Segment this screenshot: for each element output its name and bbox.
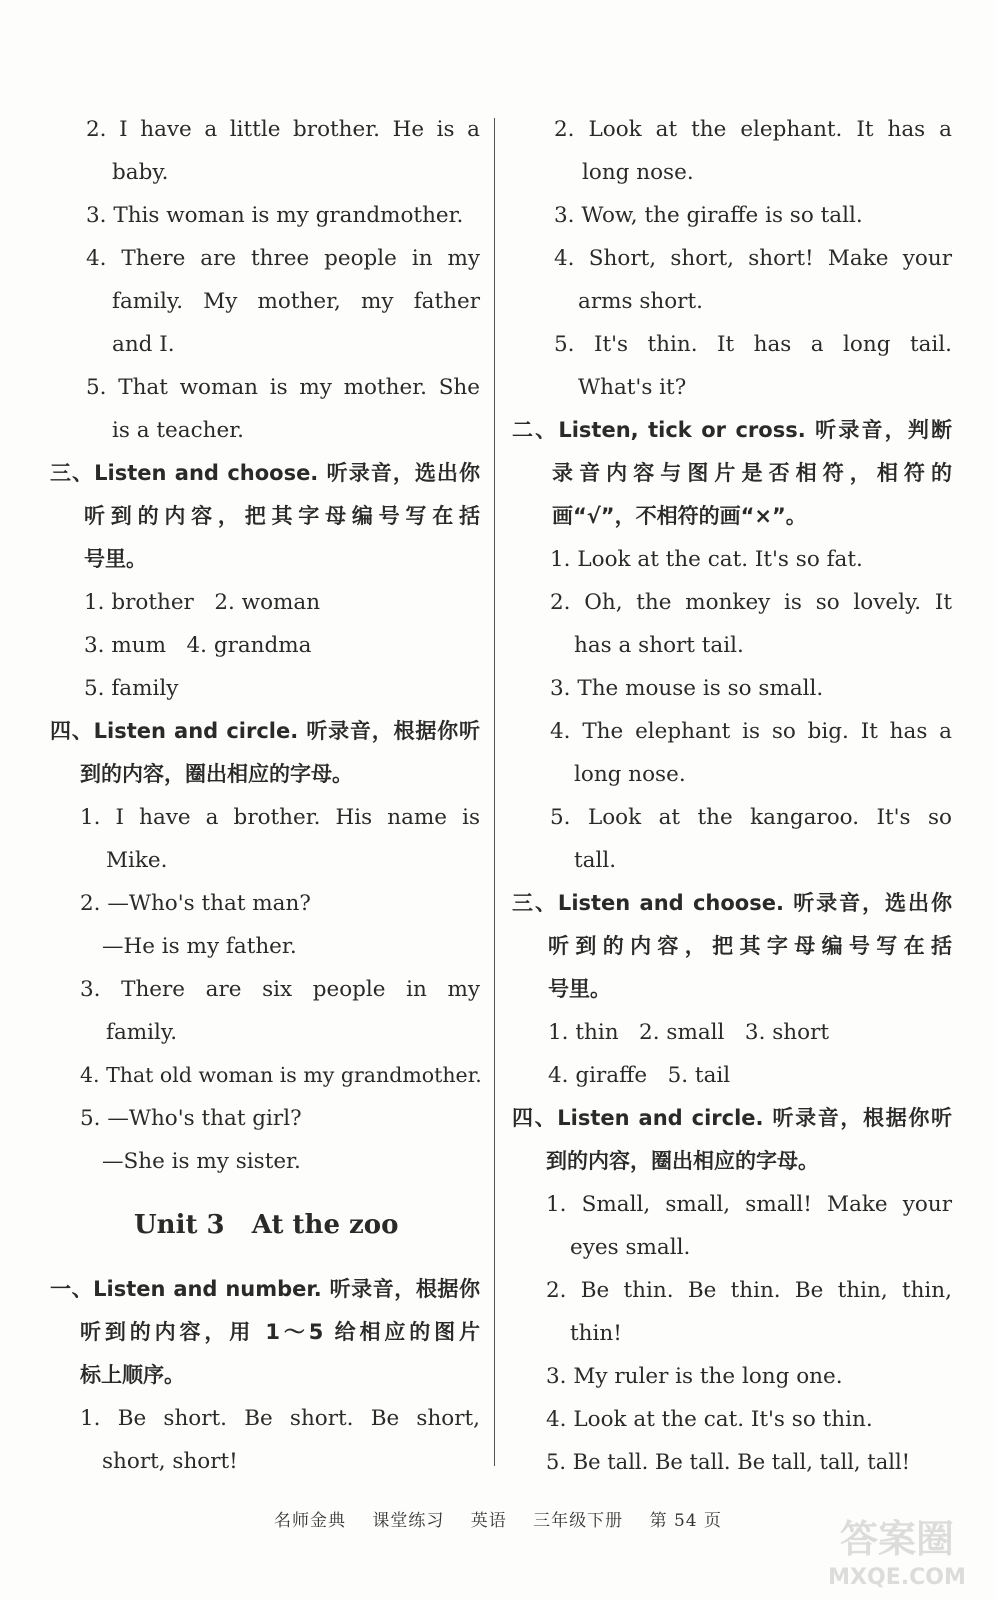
section-heading: 号里。	[548, 977, 611, 1001]
column-divider	[494, 118, 495, 1466]
text-line: 5. It's thin. It has a long tail.	[554, 332, 952, 357]
text-line: —He is my father.	[102, 934, 297, 959]
text-line: Mike.	[106, 848, 168, 873]
section-heading: 听到的内容，用 1～5 给相应的图片	[80, 1320, 480, 1344]
text-line: eyes small.	[570, 1235, 691, 1260]
text-line: 2. Look at the elephant. It has a	[554, 117, 952, 142]
text-line: 4. Short, short, short! Make your	[554, 246, 952, 271]
section-heading: 听到的内容，把其字母编号写在括	[548, 934, 952, 958]
section-heading: 录音内容与图片是否相符，相符的	[552, 461, 952, 485]
footer-grade: 三年级下册	[533, 1511, 624, 1531]
text-line: 5. Look at the kangaroo. It's so	[550, 805, 952, 830]
text-line: 4. giraffe 5. tail	[548, 1063, 731, 1088]
text-line: 2. I have a little brother. He is a	[86, 117, 480, 142]
right-column	[512, 108, 952, 1484]
text-line: 1. Small, small, small! Make your	[546, 1192, 952, 1217]
text-line: 2. Be thin. Be thin. Be thin, thin,	[546, 1278, 952, 1303]
text-line: 3. This woman is my grandmother.	[86, 203, 464, 228]
section-heading: 四、Listen and circle. 听录音，根据你听	[512, 1106, 952, 1130]
text-line: family. My mother, my father	[112, 289, 480, 314]
text-line: 1. Look at the cat. It's so fat.	[550, 547, 863, 572]
footer-series: 名师金典	[273, 1511, 346, 1531]
text-line: —She is my sister.	[102, 1149, 301, 1174]
watermark-logo	[812, 1508, 982, 1592]
left-column	[50, 108, 480, 1483]
section-heading: 到的内容，圈出相应的字母。	[80, 762, 353, 786]
footer-page-number: 第 54 页	[649, 1511, 723, 1531]
section-heading: 画“√”，不相符的画“×”。	[552, 504, 807, 528]
text-line: 4. Look at the cat. It's so thin.	[546, 1407, 873, 1432]
text-line: 5. Be tall. Be tall. Be tall, tall, tall!	[546, 1450, 911, 1474]
text-line: arms short.	[578, 289, 703, 314]
text-line: 5. —Who's that girl?	[80, 1106, 302, 1131]
text-line: baby.	[112, 160, 169, 185]
section-heading: 一、Listen and number. 听录音，根据你	[50, 1277, 480, 1301]
text-line: 1. brother 2. woman	[84, 590, 321, 615]
text-line: 4. There are three people in my	[86, 246, 480, 271]
text-line: long nose.	[574, 762, 686, 787]
text-line: short, short!	[102, 1449, 238, 1474]
section-heading: 三、Listen and choose. 听录音，选出你	[50, 461, 480, 485]
text-line: 1. Be short. Be short. Be short,	[80, 1406, 480, 1431]
text-line: 2. Oh, the monkey is so lovely. It	[550, 590, 952, 615]
text-line: 2. —Who's that man?	[80, 891, 311, 916]
text-line: 1. thin 2. small 3. short	[548, 1020, 829, 1045]
watermark-text: 答案圈	[839, 1517, 955, 1561]
text-line: thin!	[570, 1321, 622, 1346]
footer-book: 课堂练习	[372, 1511, 445, 1531]
text-line: and I.	[112, 332, 175, 357]
text-line: 4. That old woman is my grandmother.	[80, 1063, 482, 1087]
text-line: has a short tail.	[574, 633, 744, 658]
text-line: 1. I have a brother. His name is	[80, 805, 480, 830]
text-line: family.	[106, 1020, 178, 1045]
text-line: What's it?	[578, 375, 687, 400]
text-line: 5. family	[84, 676, 179, 701]
text-line: is a teacher.	[112, 418, 244, 443]
section-heading: 听到的内容，把其字母编号写在括	[84, 504, 480, 528]
text-line: 3. There are six people in my	[80, 977, 480, 1002]
text-line: 3. mum 4. grandma	[84, 633, 312, 658]
text-line: 5. That woman is my mother. She	[86, 375, 480, 400]
text-line: 3. The mouse is so small.	[550, 676, 824, 701]
section-heading: 号里。	[84, 547, 147, 571]
footer-subject: 英语	[470, 1511, 507, 1531]
section-heading: 到的内容，圈出相应的字母。	[546, 1149, 819, 1173]
text-line: 4. The elephant is so big. It has a	[550, 719, 952, 744]
text-line: tall.	[574, 848, 617, 873]
section-heading: 四、Listen and circle. 听录音，根据你听	[50, 719, 480, 743]
section-heading: 三、Listen and choose. 听录音，选出你	[512, 891, 952, 915]
unit-title: Unit 3 At the zoo	[134, 1210, 399, 1240]
watermark-site: MXQE.COM	[828, 1565, 966, 1590]
section-heading: 标上顺序。	[80, 1363, 185, 1387]
text-line: 3. My ruler is the long one.	[546, 1364, 843, 1389]
text-line: 3. Wow, the giraffe is so tall.	[554, 203, 863, 228]
text-line: long nose.	[582, 160, 694, 185]
section-heading: 二、Listen, tick or cross. 听录音，判断	[512, 418, 952, 442]
